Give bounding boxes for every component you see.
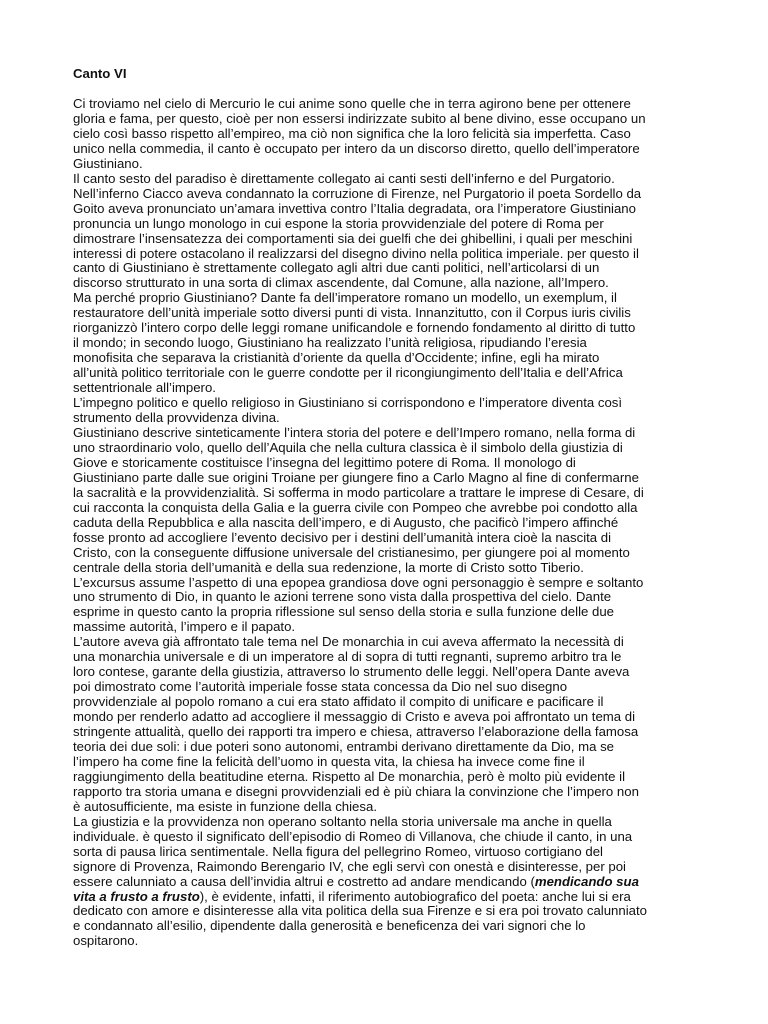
text-line: Ci troviamo nel cielo di Mercurio le cui anime sono quelle che in terra agirono bene per ottenere (73, 96, 631, 111)
text-line: L’autore aveva già affrontato tale tema nel De monarchia in cui aveva affermato la necessità di (73, 634, 624, 650)
text-line: strumento della provvidenza divina. (73, 410, 280, 426)
text-line: gloria e fama, per questo, cioè per non essersi indirizzate subito al bene divino, esse occupano un (73, 110, 646, 126)
text-line: fosse pronto ad accogliere l’evento decisivo per i destini dell’umanità intera cioè la nascita di (73, 529, 612, 545)
text-line: monofisita che separava la cristianità d’oriente da quella d’Occidente; infine, egli ha mirato (73, 350, 600, 366)
text-line: discorso strutturato in una sorta di climax ascendente, dal Comune, alla nazione, all’Impero. (73, 275, 609, 291)
text-line: cielo così basso rispetto all’empireo, ma ciò non significa che la loro felicità sia imperfetta. Caso (73, 125, 631, 141)
emphasized-quote: mendicando sua (534, 873, 639, 889)
text-line: individuale. è questo il significato dell’episodio di Romeo di Villanova, che chiude il canto, in una (73, 828, 633, 844)
text-line: dimostrare l’insensatezza dei comportamenti sia dei guelfi che dei ghibellini, i quali per meschini (73, 230, 633, 246)
text-line: Nell’inferno Ciacco aveva condannato la corruzione di Firenze, nel Purgatorio il poeta Sordello da (73, 185, 642, 201)
text-line: il mondo; in secondo luogo, Giustiniano ha realizzato l’unità religiosa, ripudiando l’eresia (73, 335, 587, 351)
text-line: è autosufficiente, ma esiste in funzione della chiesa. (73, 798, 377, 814)
text-line: mondo per renderlo adatto ad accogliere il messaggio di Cristo e aveva poi affrontato un tema di (73, 709, 636, 725)
text-line: restauratore dell’unità imperiale sotto diversi punti di vista. Innanzitutto, con il Corpus iuris civilis (73, 305, 631, 321)
text-line (73, 875, 711, 890)
text-line: all’unità politico territoriale con le guerre condotte per il ricongiungimento dell’Italia e dell’Africa (73, 365, 623, 381)
text-line: Cristo, con la conseguente diffusione universale del cristianesimo, per giungere poi al momento (73, 544, 630, 560)
text-line: Ma perché proprio Giustiniano? Dante fa dell’imperatore romano un modello, un exemplum, il (73, 290, 617, 306)
text-line: Giustiniano parte dalle sue origini Troiane per giungere fino a Carlo Magno al fine di confermarne (73, 469, 639, 485)
text-line: esprime in questo canto la propria riflessione sul senso della storia e sulla funzione delle due (73, 604, 615, 620)
text-line: Giustiniano. (73, 155, 143, 171)
text-line: Giove e storicamente costituisce l’insegna del legittimo potere di Roma. Il monologo di (73, 454, 576, 470)
emphasized-quote: vita a frusto a frusto (73, 888, 200, 904)
text-line: signore di Provenza, Raimondo Berengario IV, che egli servì con onestà e disinteresse, per poi (73, 858, 626, 874)
text-line: canto di Giustiniano è strettamente collegato agli altri due canti politici, nell’articolarsi di un (73, 260, 600, 276)
text-line: La giustizia e la provvidenza non operano soltanto nella storia universale ma anche in quella (73, 813, 612, 829)
text-line: raggiungimento della beatitudine eterna. Rispetto al De monarchia, però è molto più evidente il (73, 768, 626, 784)
text-segment: essere calunniato a causa dell’invidia altrui e costretto ad andare mendicando ( (73, 873, 535, 889)
text-line: provvidenziale al popolo romano a cui era stato affidato il compito di unificare e pacificare il (73, 694, 604, 710)
text-line: Goito aveva pronunciato un’amara invettiva contro l’Italia degradata, ora l’imperatore Giustiniano (73, 200, 636, 216)
text-line: ospitarono. (73, 933, 139, 949)
text-line: dedicato con amore e disinteresse alla vita politica della sua Firenze e si era poi trovato calunniato (73, 903, 647, 919)
text-segment: ), è evidente, infatti, il riferimento autobiografico del poeta: anche lui si era (199, 888, 631, 904)
text-line: pronuncia un lungo monologo in cui espone la storia provvidenziale del potere di Roma per (73, 215, 604, 231)
text-line: caduta della Repubblica e alla nascita dell’impero, e di Augusto, che pacificò l’impero affinché (73, 514, 619, 530)
text-line: rapporto tra storia umana e disegni provvidenziali ed è più chiara la convinzione che l’impero non (73, 783, 639, 799)
page-title: Canto VI (73, 66, 127, 81)
text-line: uno straordinario volo, quello dell’Aquila che nella cultura classica è il simbolo della giustizia di (73, 439, 623, 455)
text-line: poi dimostrato come l’autorità imperiale fosse stata concessa da Dio nel suo disegno (73, 679, 568, 695)
text-line: L’excursus assume l’aspetto di una epopea grandiosa dove ogni personaggio è sempre e soltanto (73, 574, 644, 590)
text-line (73, 890, 711, 905)
text-line: cui racconta la conquista della Galia e la guerra civile con Pompeo che avrebbe poi condotto alla (73, 499, 638, 515)
text-line: settentrionale all’impero. (73, 380, 216, 396)
text-line: L’impegno politico e quello religioso in Giustiniano si corrispondono e l’imperatore diventa così (73, 395, 623, 411)
text-line: Il canto sesto del paradiso è direttamente collegato ai canti sesti dell’inferno e del Purgatorio. (73, 170, 615, 186)
text-line: riorganizzò l’intero corpo delle leggi romane unificandole e fornendo fondamento al diritto di tutto (73, 320, 636, 336)
text-line: unico nella commedia, il canto è occupato per intero da un discorso diretto, quello dell’imperatore (73, 140, 640, 156)
text-line: l’impero ha come fine la felicità dell’uomo in questa vita, la chiesa ha invece come fine il (73, 753, 585, 769)
text-line: la sacralità e la provvidenzialità. Si sofferma in modo particolare a trattare le imprese di Cesare, di (73, 484, 644, 500)
text-line: stringente attualità, quello dei rapporti tra impero e chiesa, attraverso l’elaborazione della famosa (73, 724, 639, 740)
text-line: interessi di potere ostacolano il realizzarsi del disegno divino nella politica imperiale. per questo il (73, 245, 639, 261)
text-line: centrale della storia dell’umanità e della sua redenzione, la morte di Cristo sotto Tiberio. (73, 559, 584, 575)
text-line: una monarchia universale e di un imperatore al di sopra di tutti regnanti, supremo arbitro tra le (73, 649, 622, 665)
text-line: loro contese, garante della giustizia, attraverso lo strumento delle leggi. Nell’opera Dante aveva (73, 664, 630, 680)
text-line: sorta di pausa lirica sentimentale. Nella figura del pellegrino Romeo, virtuoso cortigiano del (73, 843, 603, 859)
text-line: Giustiniano descrive sinteticamente l’intera storia del potere e dell’Impero romano, nella forma di (73, 424, 636, 440)
text-line: uno strumento di Dio, in quanto le azioni terrene sono vista dalla prospettiva del cielo. Dante (73, 589, 612, 605)
text-line: teoria dei due soli: i due poteri sono autonomi, entrambi derivano direttamente da Dio, ma se (73, 738, 614, 754)
text-line: massime autorità, l’impero e il papato. (73, 619, 296, 635)
document-body (73, 97, 711, 949)
text-line: e condannato all’esilio, dipendente dalla generosità e beneficenza dei vari signori che lo (73, 918, 586, 934)
